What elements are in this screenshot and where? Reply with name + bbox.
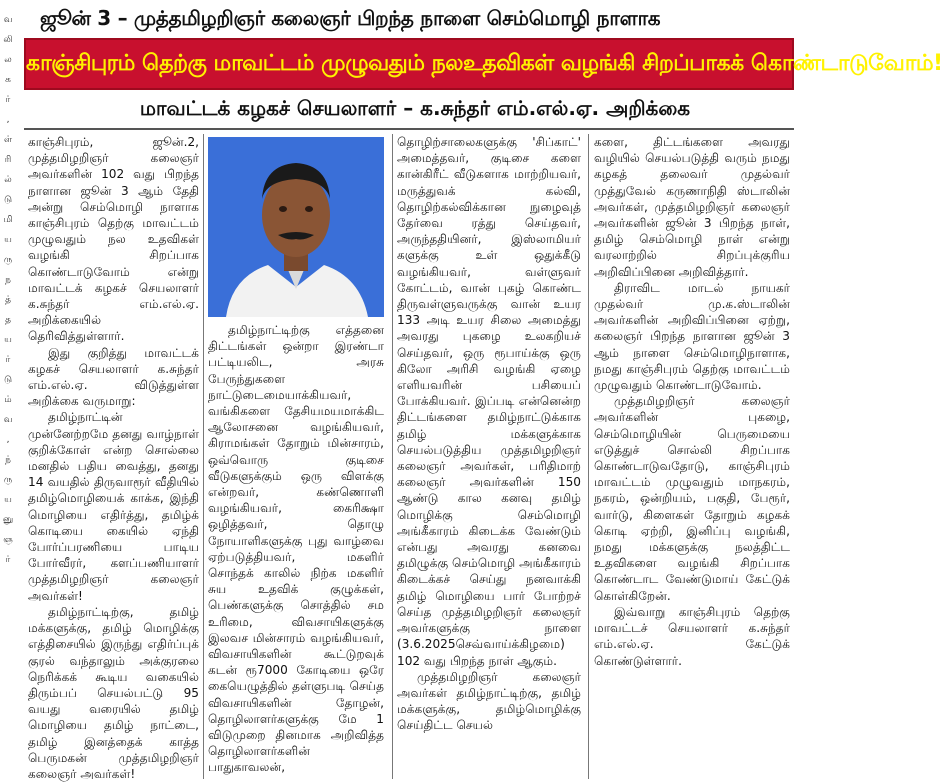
edge-char: ய — [4, 495, 12, 505]
edge-char: ர் — [5, 355, 11, 365]
column-rule — [392, 134, 393, 779]
edge-char: டு — [3, 195, 13, 205]
headline-banner-text: காஞ்சிபுரம் தெற்கு மாவட்டம் முழுவதும் நலஉதவிகள் வழங்கி சிறப்பாகக் கொண்டாடுவோம்! — [26, 51, 943, 76]
edge-char: டு — [3, 375, 13, 385]
col1-paragraph: இது குறித்து மாவட்டக் கழகச் செயலாளர் க.சுந்தர் எம்.எல்.ஏ. விடுத்துள்ள அறிக்கை வருமாறு: — [28, 345, 199, 409]
edge-char: ல் — [4, 175, 12, 185]
col1-paragraph: தமிழ்நாட்டின் முன்னேற்றமே தனது வாழ்நாள் குறிக்கோள் என்ற சொல்லை மனதில் பதிய வைத்து, தனது 14 வயதில் திருவாரூர் வீதியில் தமிழ்மொழியைக் காக்க, இந்தி மொழியை எதிர்த்து, தமிழ்க் கொடியை கையில் ஏந்தி போர்ப்பரணியை பாடிய போர்வீரர், களப்பணியாளர் முத்தமிழறிஞர் கலைஞர் அவர்கள்! — [28, 410, 199, 603]
col4-paragraph: இவ்வாறு காஞ்சிபுரம் தெற்கு மாவட்டச் செயலாளர் க.சுந்தர் எம்.எல்.ஏ. கேட்டுக் கொண்டுள்ளார். — [594, 604, 790, 668]
edge-char: ய — [4, 235, 12, 245]
edge-char: , — [6, 435, 10, 445]
headline-banner — [24, 38, 943, 90]
col4-paragraph: திராவிட மாடல் நாயகர் முதல்வர் மு.க.ஸ்டாலின் அவர்களின் அறிவிப்பினை ஏற்று, கலைஞர் பிறந்த நாளான ஜூன் 3 ஆம் நாளை செம்மொழிநாளாக, நமது காஞ்சிபுரம் தெற்கு மாவட்டம் முழுவதும் கொண்டாடுவோம். — [594, 280, 790, 393]
edge-char: ஞ — [3, 535, 13, 545]
edge-char: க — [5, 75, 11, 85]
edge-char: னு — [2, 515, 14, 525]
edge-char: ம் — [4, 395, 12, 405]
edge-char: ரு — [3, 255, 13, 265]
edge-char: த் — [5, 295, 11, 305]
headline-sub: மாவட்டக் கழகச் செயலாளர் – க.சுந்தர் எம்.எல்.ஏ. அறிக்கை — [139, 96, 691, 120]
col3-paragraph: முத்தமிழறிஞர் கலைஞர் அவர்கள் தமிழ்நாட்டிற்கு, தமிழ் மக்களுக்கு, தமிழ்மொழிக்கு செய்திட்ட செயல் — [397, 669, 581, 733]
edge-char: ரி — [4, 155, 12, 165]
column-rule — [203, 134, 204, 779]
article-column-3 — [397, 134, 581, 779]
edge-char: ள் — [3, 135, 13, 145]
col3-paragraph: தொழிற்சாலைகளுக்கு 'சிப்காட்' அமைத்தவர், குடிசை களை கான்கிரீட் வீடுகளாக மாற்றியவர், மருத்துவக் கல்வி, தொழிற்கல்விக்கான நுழைவுத் தேர்வை ரத்து செய்தவர், அருந்ததியினர், இஸ்லாமியர் களுக்கு உள் ஒதுக்கீடு வழங்கியவர், வள்ளுவர் கோட்டம், வான் புகழ் கொண்ட திருவள்ளுவருக்கு வான் உயர 133 அடி உயர சிலை அமைத்து அவரது புகழை உலகறியச் செய்தவர், ஒரு ரூபாய்க்கு ஒரு கிலோ அரிசி வழங்கி ஏழை எளியவரின் பசியைப் போக்கியவர். இப்படி என்னென்ற திட்டங்களை தமிழ்நாட்டுக்காக தமிழ் மக்களுக்காக செயல்படுத்திய முத்தமிழறிஞர் கலைஞர் அவர்கள், பரிதிமாற் கலைஞர் அவர்களின் 150 ஆண்டு கால கனவு தமிழ் மொழிக்கு செம்மொழி அங்கீகாரம் கிடைக்க வேண்டும் என்பது அவரது கனவை தமிழுக்கு செம்மொழி அங்கீகாரம் கிடைக்கச் செய்து நனவாக்கி தமிழ் மொழியை பார் போற்றச் செய்த முத்தமிழறிஞர் கலைஞர் அவர்களுக்கு நாளை (3.6.2025செவ்வாய்க்கிழமை) 102 வது பிறந்த நாள் ஆகும். — [397, 135, 581, 668]
col1-paragraph: காஞ்சிபுரம், ஜூன்.2, முத்தமிழறிஞர் கலைஞர் அவர்களின் 102 வது பிறந்த நாளான ஜூன் 3 ஆம் தேதி அன்று செம்மொழி நாளாக காஞ்சிபுரம் தெற்கு மாவட்டம் முழுவதும் நல உதவிகள் வழங்கி சிறப்பாக கொண்டாடுவோம் என்று மாவட்டக் கழகச் செயலாளர் க.சுந்தர் எம்.எல்.ஏ. அறிக்கையில் தெரிவித்துள்ளார். — [28, 135, 199, 344]
edge-char: லி — [3, 35, 13, 45]
edge-char: ந் — [5, 455, 11, 465]
edge-char: வ — [3, 415, 13, 425]
edge-char: ல — [4, 55, 12, 65]
column-rule — [588, 134, 589, 779]
edge-char: ரு — [3, 475, 13, 485]
mla-portrait-photo — [208, 137, 384, 317]
article-column-1 — [28, 134, 199, 779]
left-edge-cropped-text — [0, 10, 16, 780]
col1-paragraph: தமிழ்நாட்டிற்கு, தமிழ் மக்களுக்கு, தமிழ் மொழிக்கு எத்திசையில் இருந்து எதிர்ப்புக் குரல் வந்தாலும் அக்குரலை நெரிக்கக் கூடிய வகையில் திரும்பப் செயல்பட்டு 95 வயது வரையில் தமிழ் மொழியை தமிழ் நாட்டை, தமிழ் இனத்தைக் காத்த பெருமகன் முத்தமிழறிஞர் கலைஞர் அவர்கள்! — [28, 604, 199, 781]
headline-top: ஜூன் 3 – முத்தமிழறிஞர் கலைஞர் பிறந்த நாளை செம்மொழி நாளாக — [40, 6, 661, 30]
portrait-figure-icon — [208, 137, 384, 317]
article-column-4 — [594, 134, 790, 779]
edge-char: ந — [5, 275, 11, 285]
headline-divider — [24, 128, 794, 130]
col4-paragraph: களை, திட்டங்களை அவரது வழியில் செயல்படுத்தி வரும் நமது கழகத் தலைவர் முதல்வர் முத்துவேல் கருணாநிதி ஸ்டாலின் அவர்கள், முத்தமிழறிஞர் கலைஞர் அவர்களின் ஜூன் 3 பிறந்த நாள், தமிழ் செம்மொழி நாள் என்று வரலாற்றில் சிறப்புக்குரிய அறிவிப்பினை அறிவித்தார். — [594, 135, 790, 279]
col2-paragraph: தமிழ்நாட்டிற்கு எத்தனை திட்டங்கள் ஒன்றா இரண்டா பட்டியலிட, அரசு பேருந்துகளை நாட்டுடைமையாக்கியவர், வங்கிகளை தேசியமயமாக்கிட ஆலோசனை வழங்கியவர், கிராமங்கள் தோறும் மின்சாரம், ஒவ்வொரு குடிசை வீடுகளுக்கும் ஒரு விளக்கு என்றவர், கண்ணொளி வழங்கியவர், கைரிக்ஷா ஒழித்தவர், தொழு நோயாளிகளுக்கு புது வாழ்வை ஏற்படுத்தியவர், மகளிர் சொந்தக் காலில் நிற்க மகளிர் சுய உதவிக் குழுக்கள், பெண்களுக்கு சொத்தில் சம உரிமை, விவசாயிகளுக்கு இலவச மின்சாரம் வழங்கியவர், விவசாயிகளின் கூட்டுறவுக் கடன் ரூ7000 கோடியை ஒரே கையெழுத்தில் தள்ளுபடி செய்த விவசாயிகளின் தோழன், தொழிலாளர்களுக்கு மே 1 விடுமுறை தினமாக அறிவித்த தொழிலாளர்களின் பாதுகாவலன், — [208, 323, 384, 775]
article-column-2 — [208, 322, 384, 779]
edge-char: ர் — [5, 555, 11, 565]
edge-char: வ — [3, 15, 13, 25]
edge-char: ர் — [5, 95, 11, 105]
edge-char: ய — [4, 335, 12, 345]
col4-paragraph: முத்தமிழறிஞர் கலைஞர் அவர்களின் புகழை, செம்மொழியின் பெருமையை எடுத்துச் சொல்லி சிறப்பாக கொண்டாடுவதோடு, காஞ்சிபுரம் மாவட்டம் முழுவதும் மாநகரம், நகரம், ஒன்றியம், பகுதி, பேரூர், வார்டு, கிளைகள் தோறும் கழகக் கொடி ஏற்றி, இனிப்பு வழங்கி, நமது மக்களுக்கு நலத்திட்ட உதவிகளை வழங்கி சிறப்பாக கொண்டாட வேண்டுமாய் கேட்டுக் கொள்கிறேன். — [594, 394, 790, 603]
edge-char: , — [6, 115, 10, 125]
edge-char: மி — [3, 215, 13, 225]
edge-char: த — [5, 315, 11, 325]
